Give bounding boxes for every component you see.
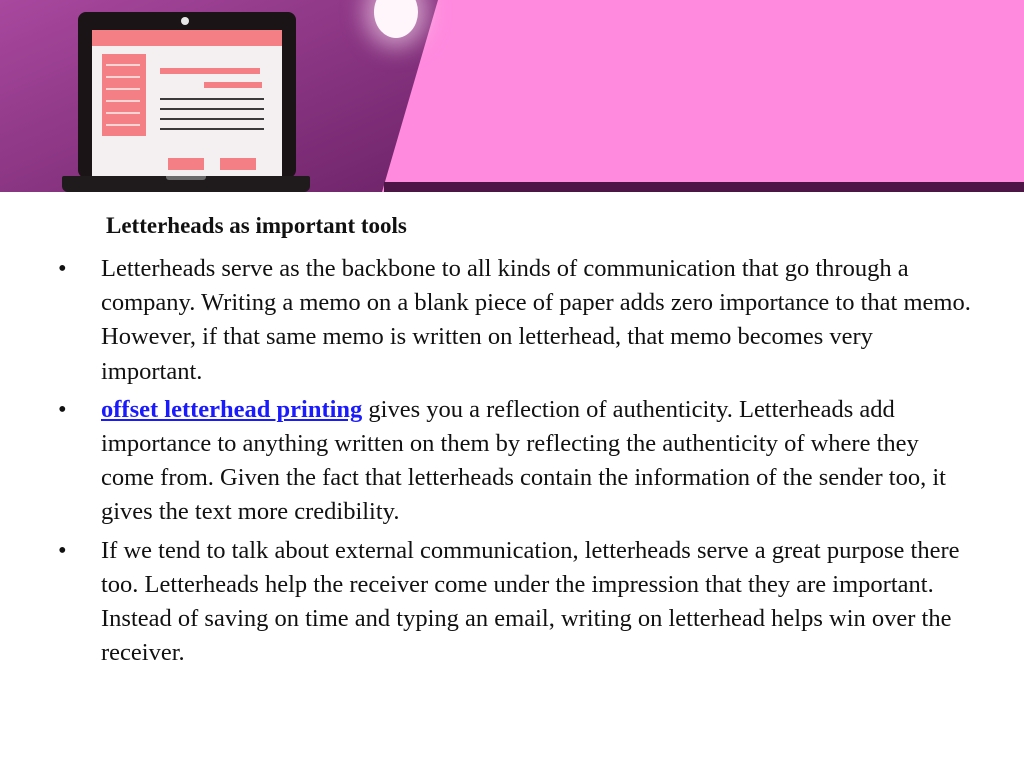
bullet-marker: • (58, 255, 67, 282)
camera-dot-icon (181, 17, 189, 25)
bullet-text: gives you a reflection of authenticity. Letterheads add importance to anything written on them by reflecting the authenticity of where they come from. Given the fact that letterheads contain the information of the sender too, it gives the text more credibility. (101, 395, 946, 526)
laptop-icon (78, 12, 296, 178)
bullet-list (0, 252, 971, 674)
header-banner (0, 0, 1024, 192)
document-text-line (160, 108, 264, 110)
document-sidebar-block (102, 54, 146, 136)
bullet-marker: • (58, 536, 67, 564)
bullet-marker: • (58, 395, 67, 423)
section-heading: Letterheads as important tools (106, 213, 407, 238)
laptop-notch (166, 176, 206, 180)
laptop-base (62, 176, 310, 192)
document-button-left (168, 158, 204, 170)
document-text-line (160, 98, 264, 100)
document-title-bar (160, 68, 260, 74)
document-text-line (160, 128, 264, 130)
banner-bottom-strip (384, 182, 1024, 192)
document-button-right (220, 158, 256, 170)
bullet-item-2 (0, 393, 971, 530)
bullet-text: If we tend to talk about external communication, letterheads serve a great purpose there too. Letterheads help the receiver come under the impression that they are important. Instead of saving on time and typing an email, writing on letterhead helps win over the receiver. (101, 536, 960, 667)
document-header-bar (92, 30, 282, 46)
bullet-text: Letterheads serve as the backbone to all kinds of communication that go through a company. Writing a memo on a blank piece of paper adds zero importance to that memo. However, if that same memo is written on letterhead, that memo becomes very important. (101, 255, 971, 385)
letterhead-document-icon (92, 30, 282, 178)
offset-letterhead-printing-link[interactable]: offset letterhead printing (101, 395, 363, 423)
document-subtitle-bar (204, 82, 262, 88)
bullet-item-1 (0, 252, 971, 389)
document-text-line (160, 118, 264, 120)
bullet-item-3 (0, 534, 971, 671)
